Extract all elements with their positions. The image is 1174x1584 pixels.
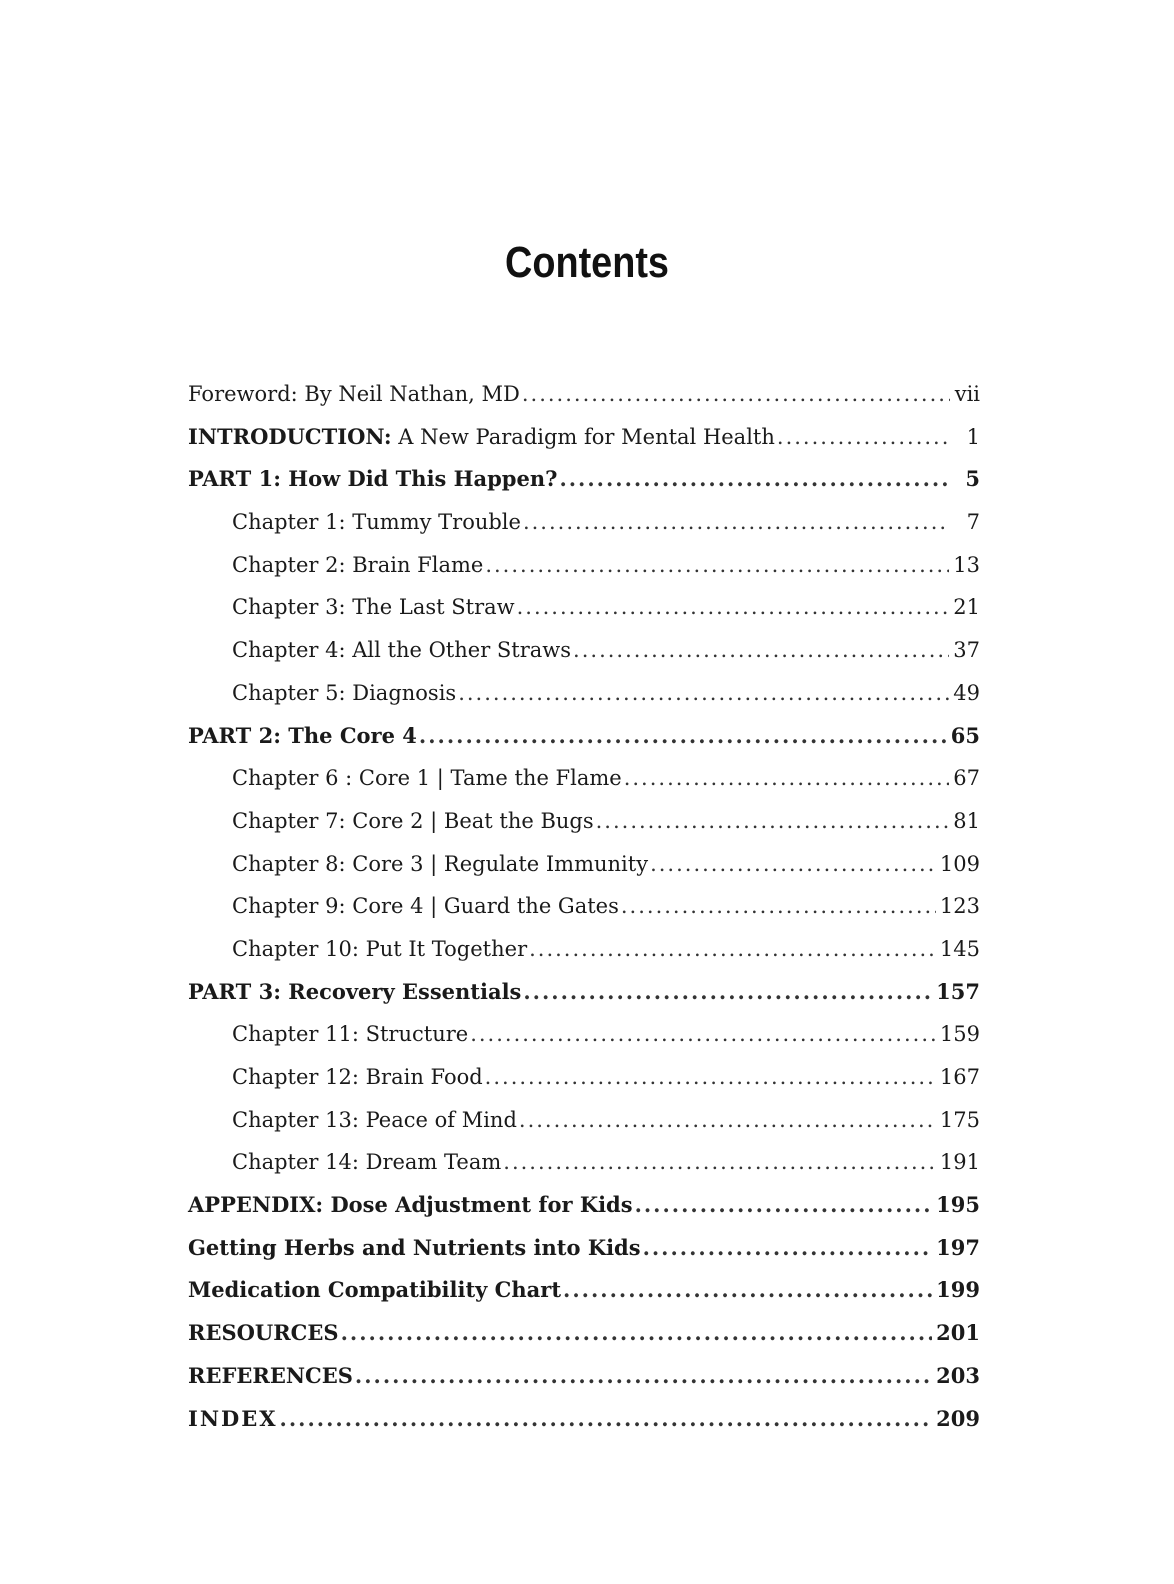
dot-leader [563, 1269, 932, 1312]
toc-entry [188, 373, 980, 416]
table-of-contents [188, 373, 980, 1440]
dot-leader [341, 1312, 933, 1355]
toc-entry-title: Chapter 7: Core 2 | Beat the Bugs [232, 808, 594, 833]
toc-entry-title: Chapter 5: Diagnosis [232, 680, 457, 705]
toc-entry [188, 800, 980, 843]
toc-entry-title: Chapter 6 : Core 1 | Tame the Flame [232, 766, 622, 791]
toc-entry [188, 1355, 980, 1398]
toc-page-number: 167 [939, 1065, 980, 1089]
toc-entry-label [232, 800, 594, 843]
dot-leader [503, 1141, 936, 1184]
toc-entry [188, 1013, 980, 1056]
dot-leader [470, 1013, 936, 1056]
toc-entry-label [188, 1312, 339, 1355]
toc-page-number: 67 [953, 766, 980, 791]
dot-leader [280, 1398, 933, 1441]
dot-leader [517, 586, 950, 629]
dot-leader [519, 1099, 936, 1142]
dot-leader [523, 501, 950, 544]
toc-entry [188, 1099, 980, 1142]
toc-entry-title: PART 1: How Did This Happen? [188, 466, 558, 492]
toc-entry-title: Foreword: By Neil Nathan, MD [188, 382, 520, 406]
toc-entry [188, 544, 980, 587]
toc-page-number: 49 [953, 680, 980, 705]
toc-entry [188, 1312, 980, 1355]
toc-entry [188, 715, 980, 758]
toc-entry [188, 757, 980, 800]
toc-entry-label [232, 1099, 517, 1142]
dot-leader [419, 715, 947, 758]
toc-entry-label [188, 1184, 633, 1227]
toc-entry-title: Medication Compatibility Chart [188, 1277, 562, 1303]
toc-entry-label [188, 1269, 561, 1312]
toc-page-number: 199 [936, 1277, 980, 1303]
toc-page-number: 123 [939, 894, 980, 919]
toc-entry-label [232, 843, 648, 886]
toc-page-number: 65 [950, 722, 980, 748]
dot-leader [573, 629, 949, 672]
toc-page-number: 201 [936, 1320, 980, 1346]
dot-leader [650, 843, 936, 886]
toc-entry-label [232, 586, 515, 629]
toc-entry [188, 885, 980, 928]
toc-entry-title: Chapter 12: Brain Food [232, 1065, 483, 1089]
toc-page-number: 109 [939, 851, 980, 876]
toc-entry-label [188, 373, 520, 416]
dot-leader [522, 373, 950, 416]
toc-entry-title: APPENDIX: Dose Adjustment for Kids [188, 1192, 633, 1218]
dot-leader [523, 971, 932, 1014]
dot-leader [777, 416, 950, 459]
toc-page-number: 5 [965, 466, 980, 492]
toc-entry-title: Chapter 1: Tummy Trouble [232, 510, 521, 535]
dot-leader [485, 1056, 936, 1099]
toc-entry-title: Chapter 13: Peace of Mind [232, 1107, 517, 1132]
toc-page-number: 157 [936, 978, 980, 1004]
toc-page-number: 159 [939, 1022, 980, 1047]
toc-page-number: 7 [966, 510, 980, 535]
toc-entry-prefix: INTRODUCTION: [188, 423, 392, 449]
toc-entry [188, 971, 980, 1014]
toc-entry-title: RESOURCES [188, 1320, 339, 1346]
toc-entry-label [188, 715, 417, 758]
toc-entry-title: Chapter 9: Core 4 | Guard the Gates [232, 894, 619, 919]
toc-entry-title: Getting Herbs and Nutrients into Kids [188, 1234, 641, 1260]
toc-entry [188, 928, 980, 971]
dot-leader [624, 757, 950, 800]
toc-entry-title: Chapter 10: Put It Together [232, 936, 528, 961]
dot-leader [529, 928, 936, 971]
toc-entry [188, 1398, 980, 1441]
toc-entry-label [188, 971, 521, 1014]
toc-entry [188, 458, 980, 501]
toc-entry-title: Chapter 3: The Last Straw [232, 595, 515, 620]
toc-page-number: 209 [936, 1405, 980, 1431]
toc-entry-title: A New Paradigm for Mental Health [391, 424, 775, 449]
toc-entry [188, 416, 980, 459]
dot-leader [596, 800, 950, 843]
toc-page-number: 145 [939, 936, 980, 961]
toc-entry-title: Chapter 8: Core 3 | Regulate Immunity [232, 851, 649, 876]
toc-entry-label [188, 416, 775, 459]
toc-entry-label [232, 928, 527, 971]
toc-page-number: 195 [936, 1192, 980, 1218]
toc-page-number: 197 [936, 1234, 980, 1260]
toc-entry [188, 672, 980, 715]
dot-leader [643, 1227, 933, 1270]
toc-entry [188, 1184, 980, 1227]
toc-entry-label [232, 629, 571, 672]
toc-entry-title: Chapter 4: All the Other Straws [232, 638, 572, 663]
dot-leader [458, 672, 949, 715]
toc-entry [188, 1227, 980, 1270]
toc-page-number: 175 [939, 1107, 980, 1132]
toc-page-number: 21 [953, 595, 980, 620]
toc-entry-label [188, 1227, 641, 1270]
toc-entry [188, 586, 980, 629]
toc-entry-title: INDEX [188, 1405, 278, 1431]
toc-entry-label [232, 757, 622, 800]
toc-entry-title: Chapter 2: Brain Flame [232, 552, 484, 577]
toc-entry-label [188, 458, 557, 501]
toc-entry [188, 629, 980, 672]
toc-page-number: 81 [953, 808, 980, 833]
toc-entry-title: Chapter 14: Dream Team [232, 1150, 502, 1175]
toc-entry-label [232, 501, 521, 544]
toc-entry-label [232, 1013, 468, 1056]
toc-page-number: 37 [953, 638, 980, 663]
toc-page-number: 191 [939, 1150, 980, 1175]
dot-leader [635, 1184, 933, 1227]
page-title: Contents [505, 238, 669, 287]
toc-page-number: 203 [936, 1362, 980, 1388]
dot-leader [485, 544, 949, 587]
toc-entry-label [232, 1141, 501, 1184]
toc-entry-label [232, 672, 456, 715]
toc-page-number: vii [954, 382, 980, 406]
toc-entry-label [188, 1398, 278, 1441]
toc-entry [188, 1269, 980, 1312]
toc-entry [188, 1141, 980, 1184]
toc-entry-title: PART 2: The Core 4 [188, 722, 417, 748]
toc-entry-label [232, 544, 483, 587]
toc-entry-title: REFERENCES [188, 1362, 353, 1388]
toc-entry-label [188, 1355, 353, 1398]
toc-entry-title: PART 3: Recovery Essentials [188, 978, 522, 1004]
dot-leader [559, 458, 950, 501]
toc-page-number: 1 [966, 424, 980, 449]
toc-entry-label [232, 1056, 483, 1099]
toc-page-number: 13 [953, 552, 980, 577]
dot-leader [621, 885, 936, 928]
toc-entry [188, 1056, 980, 1099]
toc-entry [188, 843, 980, 886]
toc-entry-label [232, 885, 619, 928]
toc-entry-title: Chapter 11: Structure [232, 1022, 469, 1047]
dot-leader [355, 1355, 932, 1398]
toc-entry [188, 501, 980, 544]
